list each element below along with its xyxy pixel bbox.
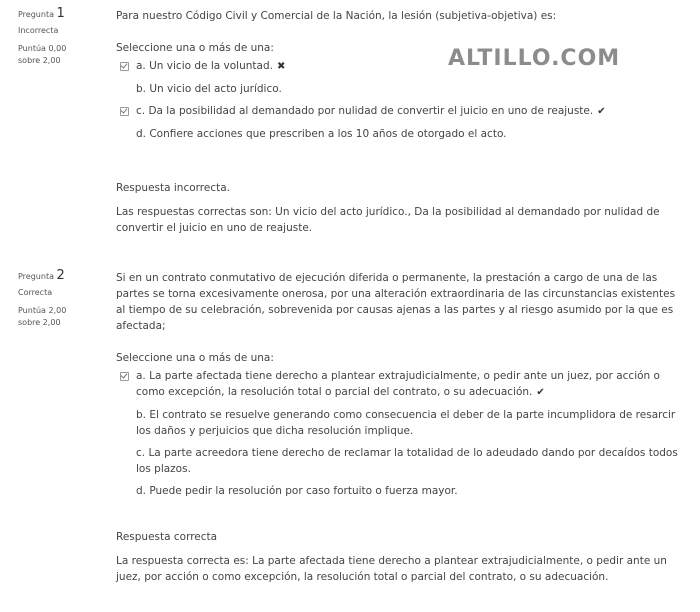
question-text: Si en un contrato conmutativo de ejecución diferida o permanente, la prestación a cargo de una de las partes se torna excesivamente onerosa, por una alteración extraordinaria de las circunstancias existentes al tiempo de su celebración, sobrevenida por causas ajenas a las partes y al riesgo asumido por la que es afectada;: [116, 272, 676, 332]
question-content: [116, 8, 682, 236]
feedback-title: Respuesta incorrecta.: [116, 182, 231, 194]
answer-text: b. Un vicio del acto jurídico.: [136, 83, 282, 95]
answer-text: c. Da la posibilidad al demandado por nulidad de convertir el juicio en uno de reajuste.: [136, 105, 594, 117]
answer-text: b. El contrato se resuelve generando como consecuencia el deber de la parte incumplidora de resarcir los daños y perjuicios que dicha resolución implique.: [136, 409, 676, 437]
correct-icon: ✔: [536, 387, 545, 398]
question-number: 2: [56, 268, 65, 283]
question-state: Incorrecta: [18, 26, 59, 35]
answer-option-a[interactable]: [116, 58, 682, 75]
feedback-right-answer: La respuesta correcta es: La parte afectada tiene derecho a plantear extrajudicialmente, o pedir ante un juez, por acción o como excepción, la resolución total o parcial del contrato, o su adecuación.: [116, 555, 667, 583]
question-info: [18, 270, 98, 329]
question-label: Pregunta: [18, 10, 54, 19]
answer-text: d. Confiere acciones que prescriben a los 10 años de otorgado el acto.: [136, 128, 507, 140]
question-label: Pregunta: [18, 272, 54, 281]
feedback: [116, 180, 682, 236]
question-grade: Puntúa 2,00 sobre 2,00: [18, 306, 67, 327]
question-number-line: [18, 270, 98, 283]
checkbox-checked[interactable]: [120, 107, 129, 116]
answer-option-b[interactable]: [116, 407, 682, 439]
checkbox-checked[interactable]: [120, 62, 129, 71]
question-info: [18, 8, 98, 67]
answer-option-c[interactable]: [116, 445, 682, 477]
question-number: 1: [56, 6, 65, 21]
answer-text: a. La parte afectada tiene derecho a plantear extrajudicialmente, o pedir ante un juez, por acción o como excepción, la resolución total o parcial del contrato, o su adecuación.: [136, 370, 660, 398]
question-number-line: [18, 8, 98, 21]
question-state: Correcta: [18, 288, 53, 297]
answer-list: [116, 368, 682, 499]
incorrect-icon: ✖: [276, 61, 286, 72]
feedback: [116, 529, 682, 585]
answer-list: [116, 58, 682, 142]
feedback-title: Respuesta correcta: [116, 531, 218, 543]
answer-prompt: Seleccione una o más de una:: [116, 42, 274, 54]
answer-text: c. La parte acreedora tiene derecho de reclamar la totalidad de lo adeudado dando por decaídos todos los plazos.: [136, 447, 678, 475]
answer-option-b[interactable]: [116, 81, 682, 97]
answer-option-d[interactable]: [116, 126, 682, 142]
question-text: Para nuestro Código Civil y Comercial de la Nación, la lesión (subjetiva-objetiva) es:: [116, 10, 557, 22]
checkbox-checked[interactable]: [120, 372, 129, 381]
answer-prompt: Seleccione una o más de una:: [116, 352, 274, 364]
watermark-logo: ALTILLO.COM: [448, 46, 621, 71]
feedback-right-answer: Las respuestas correctas son: Un vicio del acto jurídico., Da la posibilidad al demandado por nulidad de convertir el juicio en uno de reajuste.: [116, 206, 660, 234]
answer-text: d. Puede pedir la resolución por caso fortuito o fuerza mayor.: [136, 485, 458, 497]
answer-option-c[interactable]: [116, 103, 682, 120]
question-grade: Puntúa 0,00 sobre 2,00: [18, 44, 67, 65]
answer-text: a. Un vicio de la voluntad.: [136, 60, 273, 72]
answer-option-d[interactable]: [116, 483, 682, 499]
correct-icon: ✔: [597, 106, 606, 117]
question-content: [116, 270, 682, 585]
answer-option-a[interactable]: [116, 368, 682, 401]
